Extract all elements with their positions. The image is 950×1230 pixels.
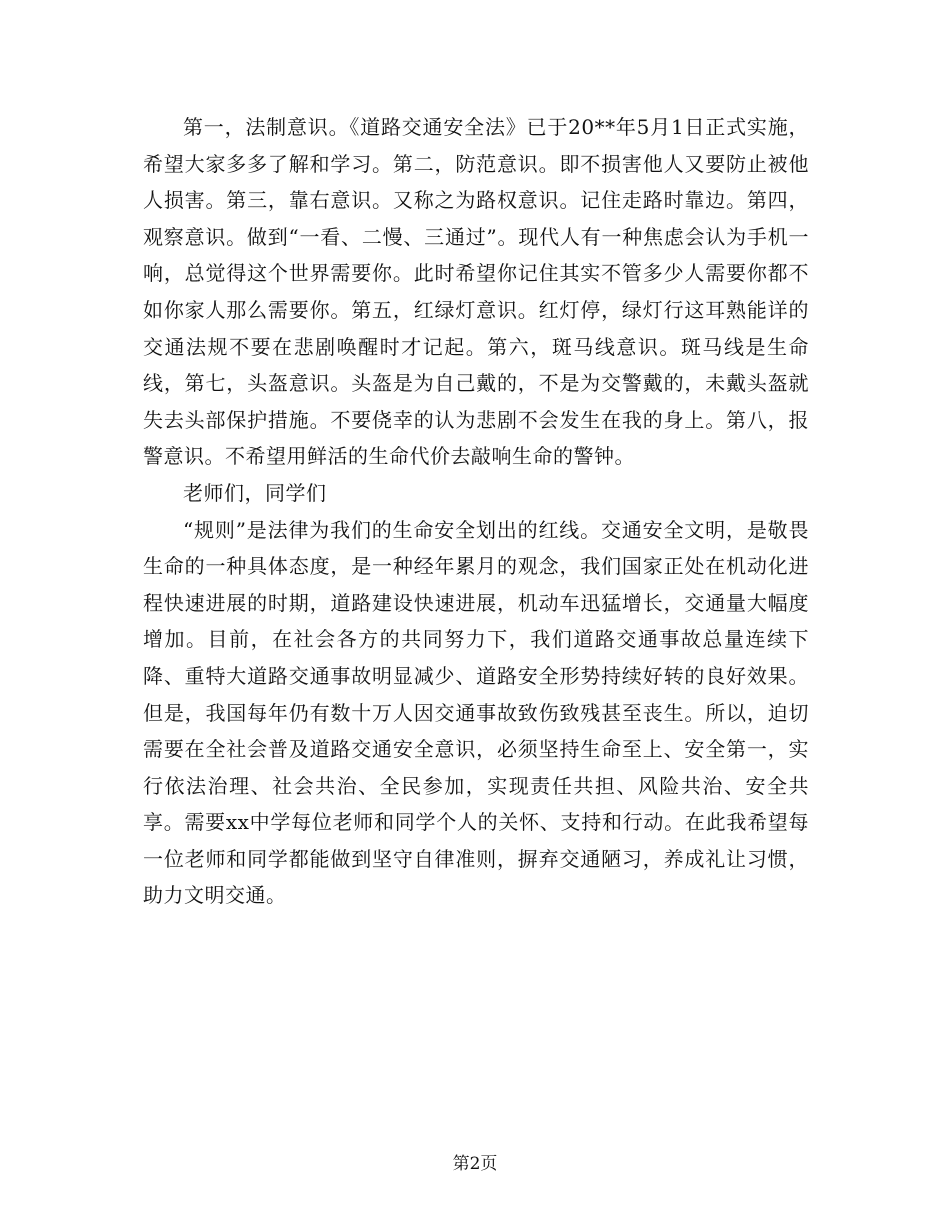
paragraph-traffic-awareness: 第一，法制意识。《道路交通安全法》已于20**年5月1日正式实施，希望大家多多了解和学习。第二，防范意识。即不损害他人又要防止被他人损害。第三，靠右意识。又称之为路权意识。记住走路时靠边。第四，观察意识。做到“一看、二慢、三通过”。现代人有一种焦虑会认为手机一响，总觉得这个世界需要你。此时希望你记住其实不管多少人需要你都不如你家人那么需要你。第五，红绿灯意识。红灯停，绿灯行这耳熟能详的交通法规不要在悲剧唤醒时才记起。第六，斑马线意识。斑马线是生命线，第七，头盔意识。头盔是为自己戴的，不是为交警戴的，未戴头盔就失去头部保护措施。不要侥幸的认为悲剧不会发生在我的身上。第八，报警意识。不希望用鲜活的生命代价去敲响生命的警钟。: [143, 115, 809, 469]
paragraph-rules: “规则”是法律为我们的生命安全划出的红线。交通安全文明，是敬畏生命的一种具体态度，是一种经年累月的观念，我们国家正处在机动化进程快速进展的时期，道路建设快速进展，机动车迅猛增长，交通量大幅度增加。目前，在社会各方的共同努力下，我们道路交通事故总量连续下降、重特大道路交通事故明显减少、道路安全形势持续好转的良好效果。但是，我国每年仍有数十万人因交通事故致伤致残甚至丧生。所以，迫切需要在全社会普及道路交通安全意识，必须坚持生命至上、安全第一，实行依法治理、社会共治、全民参加，实现责任共担、风险共治、安全共享。需要xx中学每位老师和同学个人的关怀、支持和行动。在此我希望每一位老师和同学都能做到坚守自律准则，摒弃交通陋习，养成礼让习惯，助力文明交通。: [143, 517, 809, 908]
document-body: [143, 109, 809, 914]
page-number: 第2页: [452, 1154, 498, 1174]
paragraph-salutation: 老师们，同学们: [183, 480, 327, 505]
